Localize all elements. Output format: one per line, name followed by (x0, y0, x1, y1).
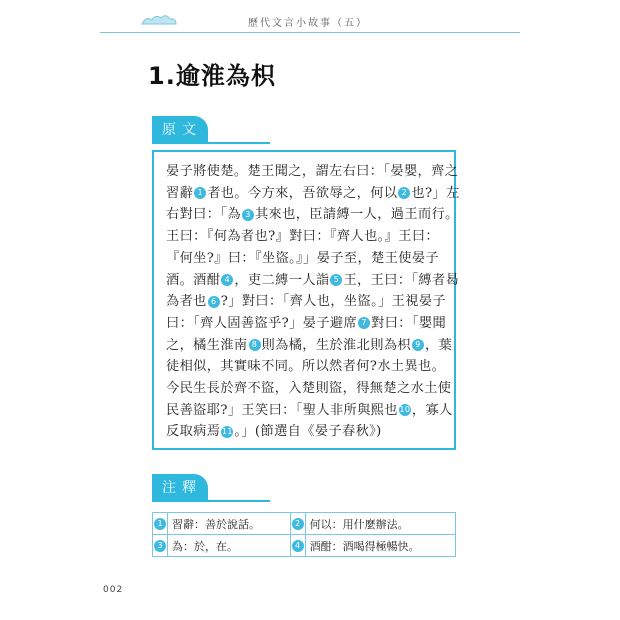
passage-text: 。」(節選自《晏子春秋》) (234, 424, 382, 440)
passage-line (166, 247, 439, 266)
passage-line (166, 377, 451, 396)
note-text: 為：於，在。 (168, 535, 291, 557)
note-text: 酒酣：酒喝得極暢快。 (305, 535, 455, 557)
passage-text: 則為橘，生於淮北則為枳 (261, 337, 411, 353)
passage-line (166, 160, 458, 179)
note-number: 4 (290, 535, 305, 557)
note-text: 何以：用什麼辦法。 (305, 513, 455, 535)
footnote-marker[interactable]: 10 (399, 405, 411, 415)
passage-box (152, 150, 460, 450)
page-number: 002 (103, 585, 124, 595)
passage-text: 王曰：『何為者也?』對曰：『齊人也。』王曰： (166, 229, 440, 245)
page-title: 1.逾淮為枳 (148, 62, 276, 90)
passage-text: 為者也 (166, 294, 207, 310)
passage-text: 其來也，臣請縛一人，過王而行。 (254, 207, 459, 223)
passage-line (166, 355, 445, 374)
passage-line (166, 203, 459, 222)
passage-line (166, 420, 382, 439)
footnote-marker[interactable]: 7 (358, 317, 370, 329)
passage-text: 反取病焉 (166, 424, 221, 440)
header-rule (100, 32, 520, 33)
section-underline (152, 142, 270, 144)
book-title: 歷代文言小故事（五） (248, 18, 368, 29)
passage-text: ，葉 (425, 337, 453, 353)
note-text: 習辭：善於說話。 (168, 513, 291, 535)
footnote-marker[interactable]: 3 (242, 209, 254, 221)
passage-text: 也?」左 (411, 185, 460, 201)
passage-text: 對曰：「嬰聞 (371, 315, 447, 331)
passage-line (166, 269, 459, 288)
notes-table (152, 512, 456, 557)
passage-text: ，寡人 (411, 402, 453, 418)
passage-text: ，吏二縛一人詣 (234, 272, 330, 288)
footnote-marker[interactable]: 6 (208, 296, 220, 308)
passage-text: 右對曰：「為 (166, 207, 241, 223)
footnote-marker[interactable]: 2 (398, 187, 410, 199)
passage-line (166, 399, 453, 418)
table-row (153, 535, 456, 557)
running-header (100, 6, 520, 34)
passage-text: 民善盜耶?」王笑曰：「聖人非所與熙也 (166, 402, 398, 418)
passage-text: 徒相似，其實味不同。所以然者何?水土異也。 (166, 359, 446, 375)
footnote-marker[interactable]: 11 (221, 426, 233, 436)
passage-line (166, 334, 452, 353)
passage-line (166, 225, 439, 244)
passage-line (166, 312, 446, 331)
note-number: 1 (153, 513, 168, 535)
section-tab-notes: 注釋 (152, 474, 208, 502)
footnote-marker[interactable]: 5 (330, 274, 342, 286)
footnote-marker[interactable]: 9 (412, 339, 424, 351)
passage-text: 『何坐?』曰：『坐盜。』」晏子至，楚王使晏子 (166, 250, 440, 266)
cloud-ornament-icon (140, 12, 178, 28)
section-tab-original: 原文 (152, 116, 208, 144)
table-row (153, 513, 456, 535)
footnote-marker[interactable]: 4 (221, 274, 233, 286)
passage-text: 晏子將使楚。楚王聞之，謂左右曰：「晏嬰，齊之 (166, 164, 459, 179)
note-number: 3 (153, 535, 168, 557)
passage-text: 今民生長於齊不盜，入楚則盜，得無楚之水土使 (166, 381, 452, 396)
passage-text: ?」對曰：「齊人也，坐盜。」王視晏子 (220, 294, 447, 310)
section-underline (152, 500, 270, 502)
passage-text: 王，王曰：「縛者曷 (343, 272, 460, 288)
passage-text: 者也。今方來，吾欲辱之，何以 (207, 185, 398, 201)
footnote-marker[interactable]: 8 (249, 339, 261, 351)
passage-text: 之，橘生淮南 (166, 337, 248, 353)
footnote-marker[interactable]: 1 (194, 187, 206, 199)
passage-text: 曰：「齊人固善盜乎?」晏子避席 (166, 315, 358, 331)
note-number: 2 (290, 513, 305, 535)
passage-line (166, 290, 446, 309)
passage-line (166, 182, 460, 201)
passage-text: 酒。酒酣 (166, 272, 221, 288)
passage-text: 習辭 (166, 185, 194, 201)
